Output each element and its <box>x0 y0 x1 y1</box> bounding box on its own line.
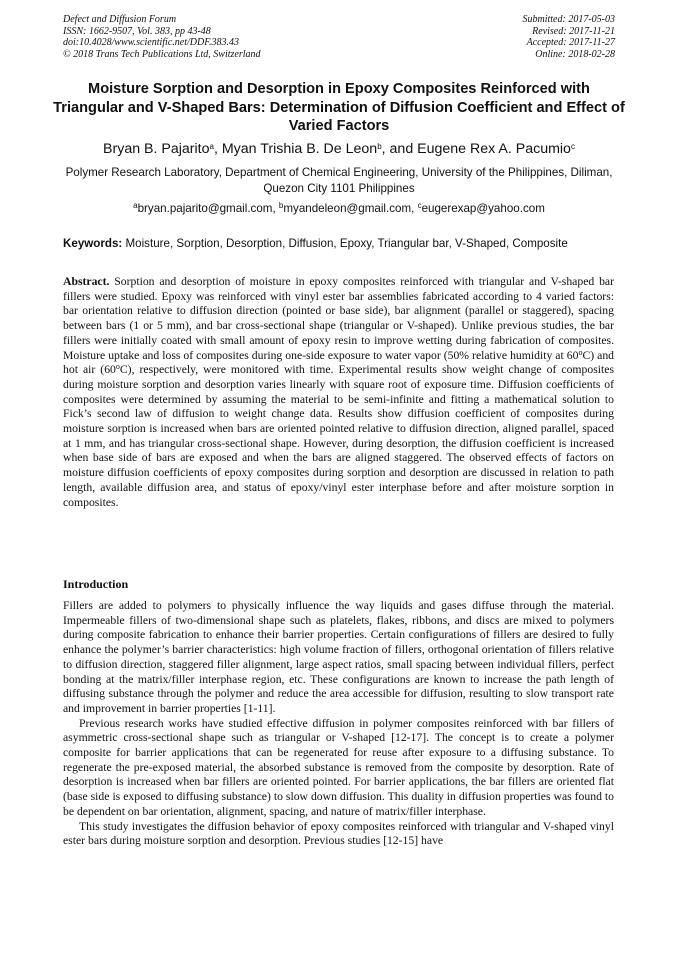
abstract <box>63 275 614 510</box>
journal-name: Defect and Diffusion Forum <box>63 14 177 25</box>
abstract-text: C), respectively, were monitored with time. Experimental results show weight change of composites during moisture sorption and desorption varies linearly with square root of exposure time. Diffusion coefficients of composites were determined by assuming the material to be semi-infinite and fitting a mathematical solution to Fick’s second law of diffusion to weight change data. Results show diffusion coefficient of composites during moisture sorption is increased when bars are oriented pointed relative to diffusion direction, aligned parallel, spaced at 1 mm, and has triangular cross-sectional shape. However, during desorption, the diffusion coefficient is increased when base side of bars are exposed and when the bars are aligned staggered. The observed effects of factors on moisture diffusion coefficients of epoxy composites during sorption and desorption are discussed in relation to path length, available diffusion area, and status of epoxy/vinyl ester interphase before and after moisture sorption in composites. <box>63 363 614 509</box>
author-separator: , and <box>381 141 418 157</box>
author-mark: b <box>377 142 382 151</box>
email-separator: , <box>272 202 279 215</box>
email-address[interactable]: eugerexap@yahoo.com <box>421 202 545 215</box>
author-list <box>40 140 638 158</box>
email-separator: , <box>411 202 418 215</box>
date-revised: Revised: 2017-11-21 <box>532 25 615 37</box>
email-address[interactable]: myandeleon@gmail.com <box>283 202 412 215</box>
journal-doi: doi:10.4028/www.scientific.net/DDF.383.43 <box>63 37 240 49</box>
keywords-label: Keywords: <box>63 237 123 250</box>
introduction-body <box>63 599 614 849</box>
date-submitted: Submitted: 2017-05-03 <box>522 14 615 25</box>
date-accepted: Accepted: 2017-11-27 <box>526 37 615 49</box>
email-list <box>52 202 626 216</box>
keywords <box>63 237 623 251</box>
author-separator: , <box>213 141 222 157</box>
publication-dates <box>523 14 616 60</box>
author-name: Bryan B. Pajarito <box>103 141 210 157</box>
intro-paragraph: Fillers are added to polymers to physically influence the way liquids and gases diffuse through the material. Impermeable fillers of two-dimensional shape such as platelets, flakes, ribbons, and discs are mixed to polymers during composite fabrication to enhance their barrier properties. Certain configurations of fillers are desired to fully enhance the polymer’s barrier characteristics: high volume fraction of fillers, orthogonal orientation of fillers relative to diffusion direction, staggered filler alignment, large aspect ratios, small spacing between individual fillers, perfect bonding at the matrix/filler interphase region, etc. These configurations are known to increase the path length of diffusing substance through the polymer and reduce the area accessible for diffusion, resulting to slow transport rate and improvement in barrier properties [1-11]. <box>63 599 614 715</box>
paper-title: Moisture Sorption and Desorption in Epoxy Composites Reinforced with Triangular and V-Shaped Bars: Determination of Diffusion Coefficient and Effect of Varied Factors <box>53 81 625 135</box>
email-address[interactable]: bryan.pajarito@gmail.com <box>137 202 273 215</box>
abstract-text: C) and hot air (60 <box>63 348 615 377</box>
author-name: Eugene Rex A. Pacumio <box>417 141 571 157</box>
intro-paragraph: Previous research works have studied effective diffusion in polymer composites reinforced with bar fillers of asymmetric cross-sectional shape such as triangular or V-shaped [12-17]. The concept is to create a polymer composite for barrier applications that can be regenerated for reuse after exposure to a diffusing substance. To regenerate the pre-exposed material, the absorbed substance is removed from the composite by desorption. Rate of desorption is increased when bar fillers are oriented pointed. For barrier applications, the bar fillers are oriented flat (base side is exposed to diffusing substance) to slow down diffusion. This duality in diffusion properties was found to be dependent on bar orientation, alignment, spacing, and nature of matrix/filler interphase. <box>63 716 614 818</box>
author-mark: c <box>570 142 575 151</box>
journal-copyright: © 2018 Trans Tech Publications Ltd, Switzerland <box>63 48 261 60</box>
author-name: Myan Trishia B. De Leon <box>221 141 378 157</box>
affiliation: Polymer Research Laboratory, Department of Chemical Engineering, University of the Philippines, Diliman, Quezon City 1101 Philippines <box>65 166 613 195</box>
degree-mark: o <box>115 362 120 372</box>
journal-issn: ISSN: 1662-9507, Vol. 383, pp 43-48 <box>63 25 211 37</box>
email-mark: b <box>278 201 284 210</box>
email-mark: a <box>133 201 138 210</box>
journal-info <box>63 14 261 60</box>
degree-mark: o <box>578 347 583 357</box>
keywords-text: Moisture, Sorption, Desorption, Diffusion, Epoxy, Triangular bar, V-Shaped, Composite <box>122 237 568 250</box>
author-mark: a <box>209 142 214 151</box>
section-heading-introduction: Introduction <box>63 577 129 591</box>
date-online: Online: 2018-02-28 <box>535 48 615 60</box>
email-mark: c <box>417 201 422 210</box>
intro-paragraph: This study investigates the diffusion behavior of epoxy composites reinforced with triangular and V-shaped vinyl ester bars during moisture sorption and desorption. Previous studies [12-15] have <box>63 819 614 848</box>
abstract-text: Sorption and desorption of moisture in epoxy composites reinforced with triangular and V-shaped bar fillers were studied. Epoxy was reinforced with vinyl ester bar assemblies fabricated according to 4 varied factors: bar orientation relative to diffusion direction (pointed or base side), bar alignment (parallel or staggered), spacing between bars (1 or 5 mm), and bar cross-sectional shape (triangular or V-shaped). Unlike previous studies, the bar fillers were initially coated with small amount of epoxy resin to improve wetting during fabrication of composites. Moisture uptake and loss of composites during one-side exposure to water vapor (50% relative humidity at 60 <box>63 275 614 362</box>
abstract-label: Abstract. <box>63 275 110 288</box>
